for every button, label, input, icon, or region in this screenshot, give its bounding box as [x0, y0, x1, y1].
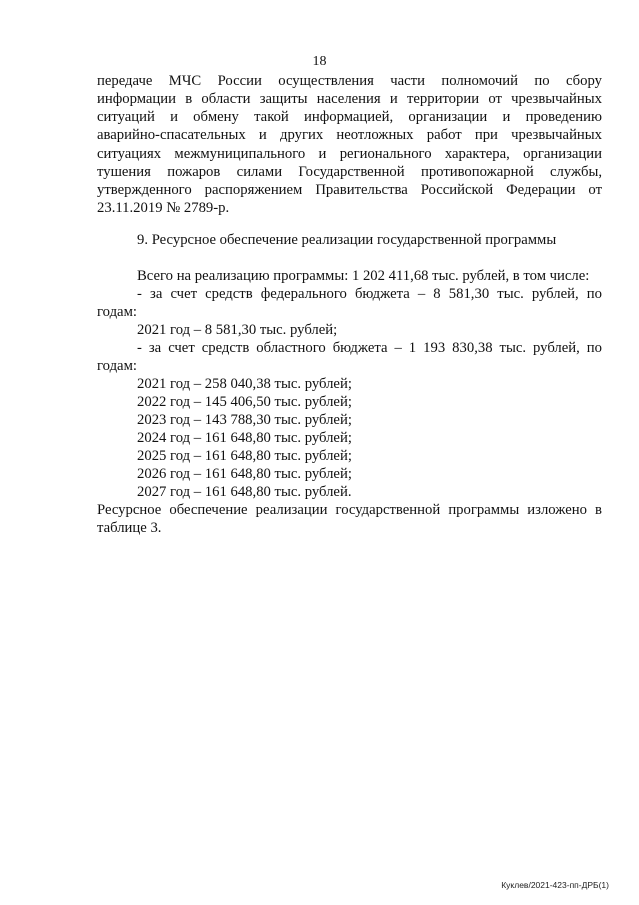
- regional-year-2025: 2025 год – 161 648,80 тыс. рублей;: [137, 448, 352, 464]
- regional-year-2026: 2026 год – 161 648,80 тыс. рублей;: [137, 466, 352, 482]
- federal-years-label: годам:: [97, 304, 137, 320]
- intro-line: информации в области защиты населения и территории от чрезвычайных: [97, 91, 602, 107]
- federal-year-2021: 2021 год – 8 581,30 тыс. рублей;: [137, 322, 338, 338]
- intro-line: ситуациях межмуниципального и регионального характера, организации: [97, 146, 602, 162]
- regional-year-2022: 2022 год – 145 406,50 тыс. рублей;: [137, 394, 352, 410]
- closing-line: таблице 3.: [97, 520, 162, 536]
- intro-line: тушения пожаров силами Государственной противопожарной службы,: [97, 164, 602, 180]
- intro-line: утвержденного распоряжением Правительства Российской Федерации от: [97, 182, 602, 198]
- intro-line: ситуаций и обмену такой информацией, организации и проведению: [97, 109, 602, 125]
- total-line: Всего на реализацию программы: 1 202 411,68 тыс. рублей, в том числе:: [137, 268, 590, 284]
- regional-years-label: годам:: [97, 358, 137, 374]
- regional-year-2023: 2023 год – 143 788,30 тыс. рублей;: [137, 412, 352, 428]
- intro-line: 23.11.2019 № 2789-р.: [97, 200, 230, 216]
- section-heading: 9. Ресурсное обеспечение реализации государственной программы: [137, 232, 557, 248]
- page-number: 18: [312, 54, 327, 69]
- intro-line: передаче МЧС России осуществления части полномочий по сбору: [97, 73, 602, 89]
- regional-year-2021: 2021 год – 258 040,38 тыс. рублей;: [137, 376, 352, 392]
- regional-budget-line: - за счет средств областного бюджета – 1 193 830,38 тыс. рублей, по: [137, 340, 602, 356]
- closing-line: Ресурсное обеспечение реализации государственной программы изложено в: [97, 502, 602, 518]
- intro-line: аварийно-спасательных и других неотложных работ при чрезвычайных: [97, 127, 602, 143]
- footer-code: Куклев/2021-423-пп-ДРБ(1): [501, 880, 609, 890]
- federal-budget-line: - за счет средств федерального бюджета – 8 581,30 тыс. рублей, по: [137, 286, 602, 302]
- regional-year-2024: 2024 год – 161 648,80 тыс. рублей;: [137, 430, 352, 446]
- regional-year-2027: 2027 год – 161 648,80 тыс. рублей.: [137, 484, 352, 500]
